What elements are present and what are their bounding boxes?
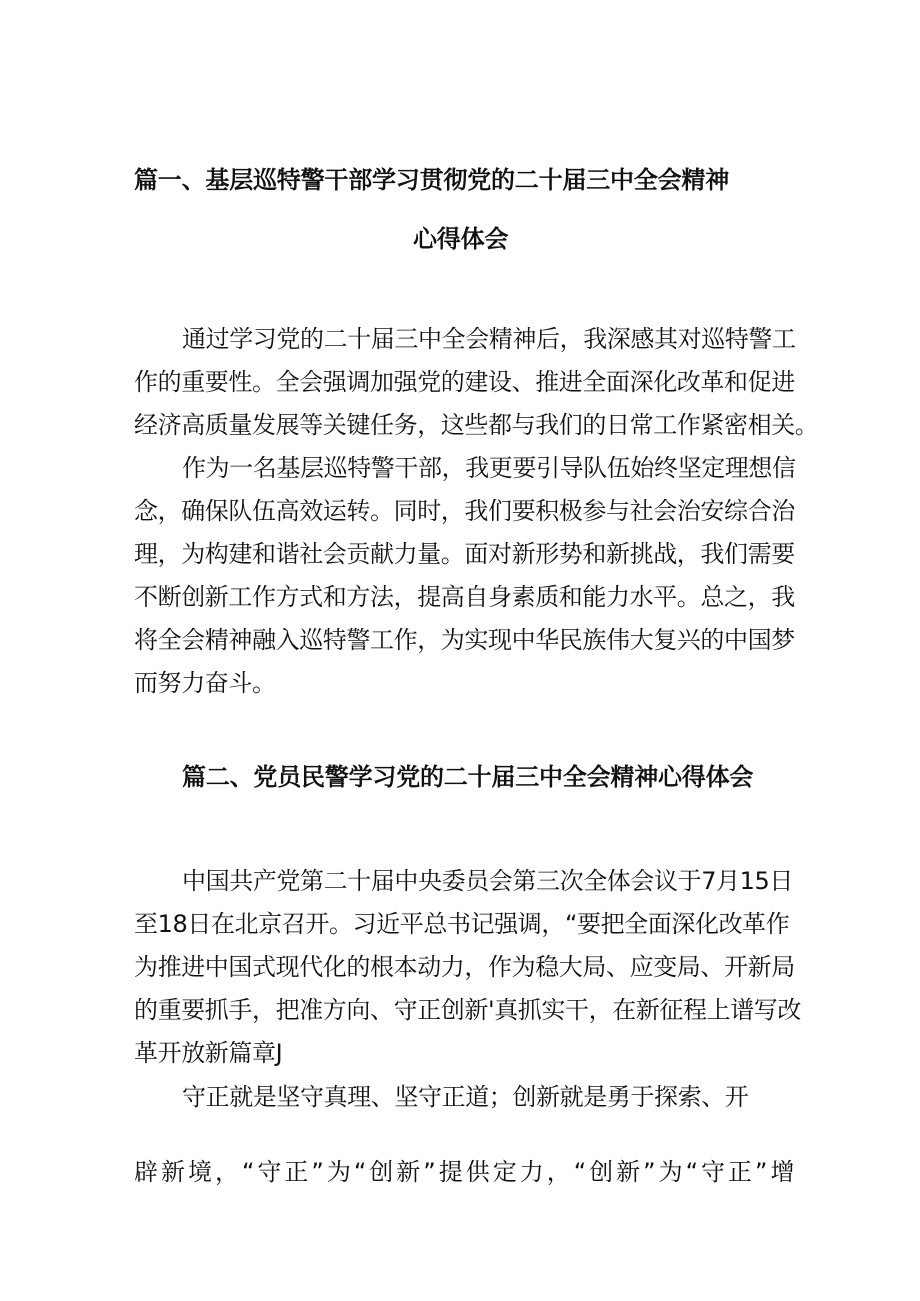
- section1-para1-line1: 通过学习党的二十届三中全会精神后，我深感其对巡特警工: [182, 325, 796, 353]
- section2-para1-line3: 为推进中国式现代化的根本动力，作为稳大局、应变局、开新局: [134, 953, 795, 981]
- section1-para2-line4: 不断创新工作方式和方法，提高自身素质和能力水平。总之，我: [134, 583, 795, 611]
- section1-title-line2: 心得体会: [413, 225, 509, 253]
- section1-para2-line5: 将全会精神融入巡特警工作，为实现中华民族伟大复兴的中国梦: [134, 626, 795, 654]
- section2-para1-line1: 中国共产党第二十届中央委员会第三次全体会议于7月15日: [182, 867, 794, 895]
- section1-para2-line2: 念，确保队伍高效运转。同时，我们要积极参与社会治安综合治: [134, 497, 795, 525]
- section1-para2-line3: 理，为构建和谐社会贡献力量。面对新形势和新挑战，我们需要: [134, 540, 795, 568]
- section2-para1-line5: 革开放新篇章J: [134, 1039, 283, 1067]
- section2-para1-line2: 至18日在北京召开。习近平总书记强调，“要把全面深化改革作: [134, 910, 790, 938]
- section1-para2-line1: 作为一名基层巡特警干部，我更要引导队伍始终坚定理想信: [182, 454, 796, 482]
- section2-para2-line2: 辟新境，“守正”为“创新”提供定力，“创新”为“守正”增: [134, 1158, 798, 1186]
- section1-para1-line2: 作的重要性。全会强调加强党的建设、推进全面深化改革和促进: [134, 368, 795, 396]
- section2-title: 篇二、党员民警学习党的二十届三中全会精神心得体会: [182, 763, 754, 791]
- section1-para1-line3: 经济高质量发展等关键任务，这些都与我们的日常工作紧密相关。: [134, 411, 819, 439]
- section2-para2-line1: 守正就是坚守真理、坚守正道；创新就是勇于探索、开: [182, 1083, 749, 1111]
- section1-para2-line6: 而努力奋斗。: [134, 669, 276, 697]
- section1-title-line1: 篇一、基层巡特警干部学习贯彻党的二十届三中全会精神: [134, 166, 729, 194]
- section2-para1-line4: 的重要抓手，把准方向、守正创新'真抓实干，在新征程上谱写改: [134, 996, 801, 1024]
